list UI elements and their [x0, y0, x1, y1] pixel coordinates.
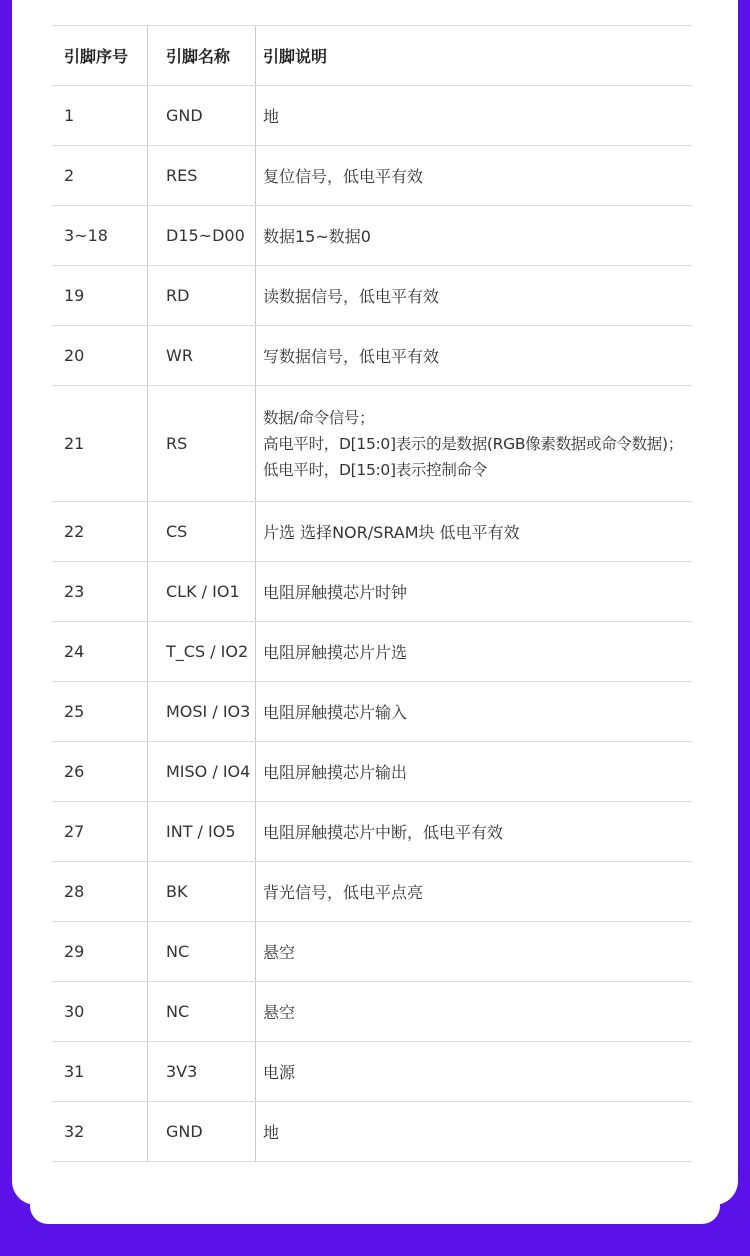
pin-name-cell: CLK / IO1 [147, 562, 255, 621]
pin-description-cell [255, 502, 692, 561]
pin-description-cell [255, 562, 692, 621]
pin-description-cell [255, 742, 692, 801]
pin-description-cell [255, 266, 692, 325]
pin-number-cell: 27 [64, 822, 85, 841]
table-row [52, 862, 692, 922]
pin-number-cell: 3~18 [64, 226, 108, 245]
table-row [52, 146, 692, 206]
pin-number-cell: 32 [64, 1122, 85, 1141]
pin-description-line: 片选 选择NOR/SRAM块 低电平有效 [263, 523, 520, 542]
table-row [52, 326, 692, 386]
table-row [52, 386, 692, 502]
table-row [52, 742, 692, 802]
table-row [52, 982, 692, 1042]
pin-description-line: 复位信号，低电平有效 [263, 167, 424, 186]
pin-description-cell [255, 326, 692, 385]
pin-number-cell: 21 [64, 434, 85, 453]
pin-name-cell: GND [147, 86, 255, 145]
pin-description-line: 悬空 [263, 943, 296, 962]
header-pin-number: 引脚序号 [64, 47, 129, 66]
pin-description-line: 电阻屏触摸芯片片选 [263, 643, 408, 662]
pin-description-cell [255, 1042, 692, 1101]
pin-description-cell [255, 982, 692, 1041]
pin-description-line: 地 [263, 107, 280, 126]
table-row [52, 86, 692, 146]
pin-name-cell: NC [147, 982, 255, 1041]
pin-name-cell: GND [147, 1102, 255, 1161]
table-row [52, 682, 692, 742]
pin-number-cell: 31 [64, 1062, 85, 1081]
pin-description-line: 背光信号，低电平点亮 [263, 883, 424, 902]
pin-description-cell [255, 86, 692, 145]
pin-description-line: 电阻屏触摸芯片输入 [263, 703, 408, 722]
pin-description-cell [255, 862, 692, 921]
pin-description-line: 电阻屏触摸芯片输出 [263, 763, 408, 782]
pin-number-cell: 23 [64, 582, 85, 601]
pin-name-cell: INT / IO5 [147, 802, 255, 861]
pin-description-line: 低电平时，D[15:0]表示控制命令 [263, 460, 487, 479]
pin-number-cell: 22 [64, 522, 85, 541]
pin-description-line: 高电平时，D[15:0]表示的是数据(RGB像素数据或命令数据)； [263, 434, 683, 453]
table-row [52, 622, 692, 682]
pin-description-cell [255, 682, 692, 741]
pin-description-line: 地 [263, 1123, 280, 1142]
pin-number-cell: 19 [64, 286, 85, 305]
pin-number-cell: 29 [64, 942, 85, 961]
pin-name-cell: CS [147, 502, 255, 561]
pin-description-line: 写数据信号，低电平有效 [263, 347, 440, 366]
pin-description-cell [255, 802, 692, 861]
header-pin-name: 引脚名称 [147, 26, 255, 85]
pin-description-cell [255, 1102, 692, 1161]
pin-number-cell: 30 [64, 1002, 85, 1021]
pin-number-cell: 25 [64, 702, 85, 721]
pin-table [52, 25, 692, 1162]
pin-name-cell: NC [147, 922, 255, 981]
header-pin-description: 引脚说明 [255, 26, 692, 85]
pin-name-cell: MOSI / IO3 [147, 682, 255, 741]
table-row [52, 922, 692, 982]
pin-name-cell: D15~D00 [147, 206, 255, 265]
pin-description-line: 数据15~数据0 [263, 227, 371, 246]
pin-description-cell [255, 146, 692, 205]
pin-name-cell: RD [147, 266, 255, 325]
pin-number-cell: 24 [64, 642, 85, 661]
pin-number-cell: 2 [64, 166, 75, 185]
table-row [52, 562, 692, 622]
pin-name-cell: RES [147, 146, 255, 205]
pin-description-cell [255, 386, 692, 501]
table-row [52, 266, 692, 326]
pin-name-cell: BK [147, 862, 255, 921]
pin-name-cell: WR [147, 326, 255, 385]
table-row [52, 502, 692, 562]
pin-description-cell [255, 922, 692, 981]
pin-name-cell: 3V3 [147, 1042, 255, 1101]
pin-description-cell [255, 622, 692, 681]
pin-description-line: 悬空 [263, 1003, 296, 1022]
pin-number-cell: 26 [64, 762, 85, 781]
table-row [52, 802, 692, 862]
pin-description-cell [255, 206, 692, 265]
table-row [52, 206, 692, 266]
pin-name-cell: RS [147, 386, 255, 501]
pin-description-line: 数据/命令信号； [263, 408, 375, 427]
pin-name-cell: T_CS / IO2 [147, 622, 255, 681]
pin-number-cell: 28 [64, 882, 85, 901]
pin-number-cell: 20 [64, 346, 85, 365]
pin-name-cell: MISO / IO4 [147, 742, 255, 801]
pin-description-line: 电阻屏触摸芯片时钟 [263, 583, 408, 602]
pin-description-line: 电源 [263, 1063, 296, 1082]
table-row [52, 1102, 692, 1162]
pin-number-cell: 1 [64, 106, 75, 125]
pin-description-line: 电阻屏触摸芯片中断，低电平有效 [263, 823, 504, 842]
table-header-row [52, 26, 692, 86]
pin-description-line: 读数据信号，低电平有效 [263, 287, 440, 306]
table-row [52, 1042, 692, 1102]
card-footer-tab [30, 1190, 720, 1224]
